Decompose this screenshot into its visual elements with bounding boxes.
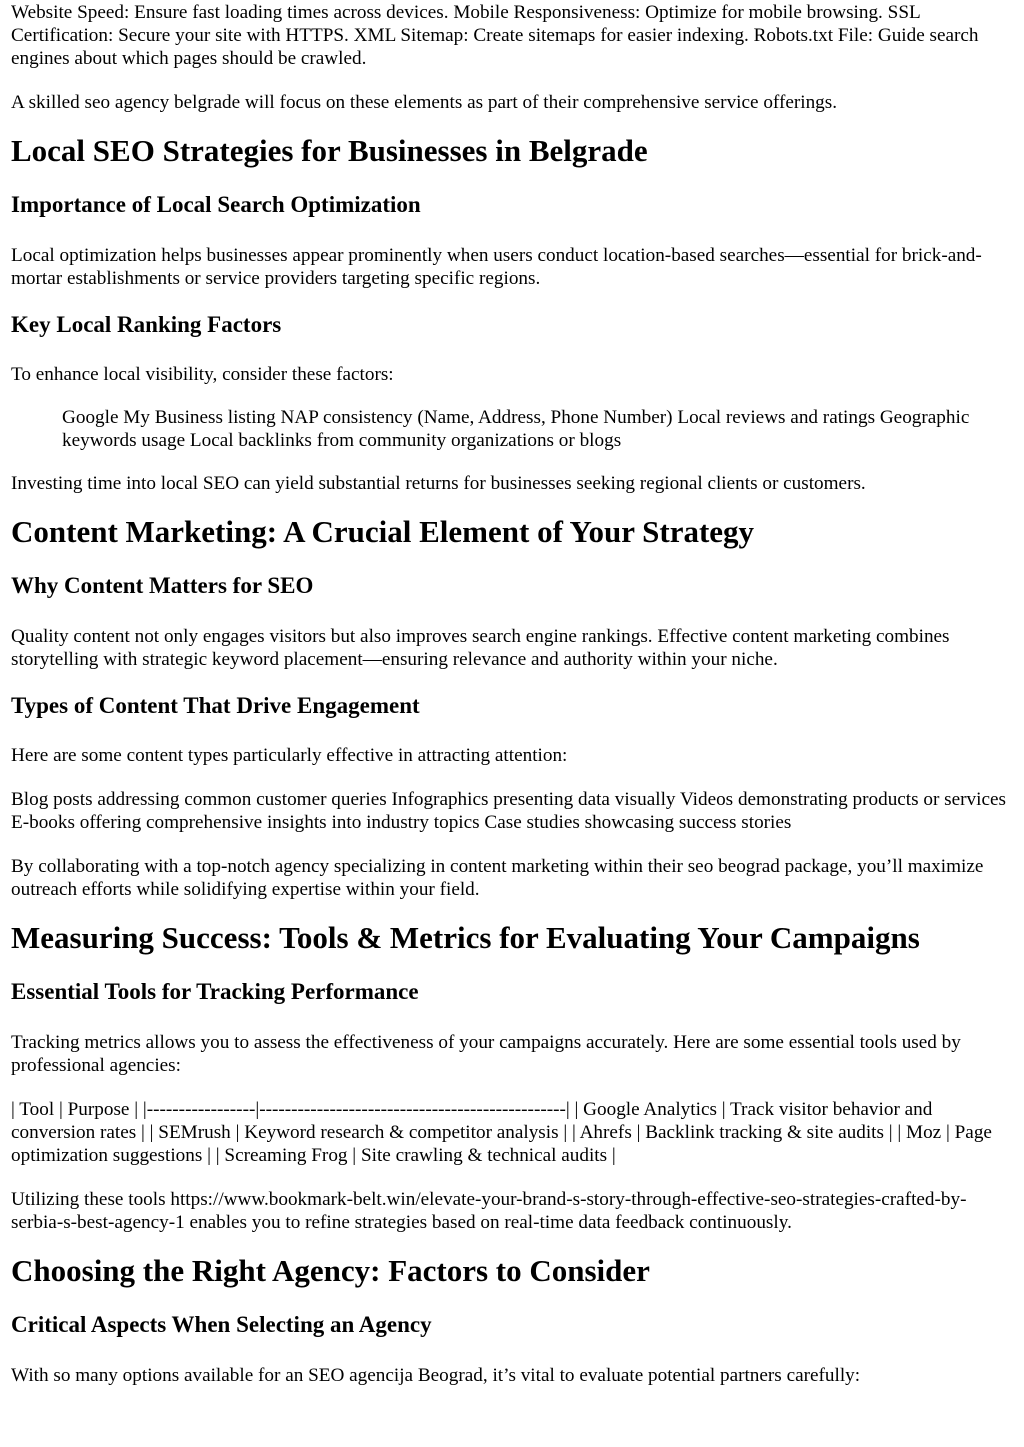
paragraph-quality-content: Quality content not only engages visitors but also improves search engine rankings. Effective content marketing combines storytelling with strategic keyword placement—ensuring relevance and authority within your niche. xyxy=(11,626,950,670)
subheading-content-types: Types of Content That Drive Engagement xyxy=(11,693,420,718)
article-body xyxy=(0,1,1024,1387)
paragraph-local-optimization: Local optimization helps businesses appear prominently when users conduct location-based searches—essential for brick-and-mortar establishments or service providers targeting specific regions. xyxy=(11,245,982,289)
heading-measuring-success: Measuring Success: Tools & Metrics for Evaluating Your Campaigns xyxy=(11,920,920,955)
paragraph-utilizing-tools: Utilizing these tools https://www.bookmark-belt.win/elevate-your-brand-s-story-through-effective-seo-strategies-crafted-by-serbia-s-best-agency-1 enables you to refine strategies based on real-time data feedback continuously. xyxy=(11,1189,967,1233)
paragraph-content-types-intro: Here are some content types particularly effective in attracting attention: xyxy=(11,745,568,766)
paragraph-agency-options: With so many options available for an SEO agencija Beograd, it’s vital to evaluate potential partners carefully: xyxy=(11,1365,861,1386)
paragraph-content-collaboration: By collaborating with a top-notch agency specializing in content marketing within their seo beograd package, you’ll maximize outreach efforts while solidifying expertise within your field. xyxy=(11,856,984,900)
heading-local-seo: Local SEO Strategies for Businesses in Belgrade xyxy=(11,133,648,168)
paragraph-tracking-metrics: Tracking metrics allows you to assess the effectiveness of your campaigns accurately. Here are some essential tools used by professional agencies: xyxy=(11,1032,961,1076)
subheading-local-ranking: Key Local Ranking Factors xyxy=(11,312,282,337)
paragraph-local-returns: Investing time into local SEO can yield substantial returns for businesses seeking regional clients or customers. xyxy=(11,473,866,494)
subheading-why-content: Why Content Matters for SEO xyxy=(11,573,314,598)
subheading-essential-tools: Essential Tools for Tracking Performance xyxy=(11,979,419,1004)
heading-choosing-agency: Choosing the Right Agency: Factors to Consider xyxy=(11,1253,650,1288)
subheading-critical-aspects: Critical Aspects When Selecting an Agency xyxy=(11,1312,432,1337)
paragraph-tools-table: | Tool | Purpose | |-----------------|------------------------------------------------| | Google Analytics | Track visitor behavior and conversion rates | | SEMrush | Keyword research & competitor analysis | | Ahrefs | Backlink tracking & site audits | | Moz | Page optimization suggestions | | Screaming Frog | Site crawling & technical audits | xyxy=(11,1099,992,1166)
paragraph-technical-seo-elements: Website Speed: Ensure fast loading times across devices. Mobile Responsiveness: Optimize for mobile browsing. SSL Certification: Secure your site with HTTPS. XML Sitemap: Create sitemaps for easier indexing. Robots.txt File: Guide search engines about which pages should be crawled. xyxy=(11,2,979,69)
paragraph-local-visibility: To enhance local visibility, consider these factors: xyxy=(11,364,394,385)
paragraph-agency-focus: A skilled seo agency belgrade will focus on these elements as part of their comprehensive service offerings. xyxy=(11,92,838,113)
paragraph-content-types-list: Blog posts addressing common customer queries Infographics presenting data visually Videos demonstrating products or services E-books offering comprehensive insights into industry topics Case studies showcasing success stories xyxy=(11,789,1006,833)
subheading-importance-local: Importance of Local Search Optimization xyxy=(11,192,421,217)
blockquote-local-factors: Google My Business listing NAP consistency (Name, Address, Phone Number) Local reviews and ratings Geographic keywords usage Local backlinks from community organizations or blogs xyxy=(62,407,970,451)
heading-content-marketing: Content Marketing: A Crucial Element of Your Strategy xyxy=(11,514,755,549)
